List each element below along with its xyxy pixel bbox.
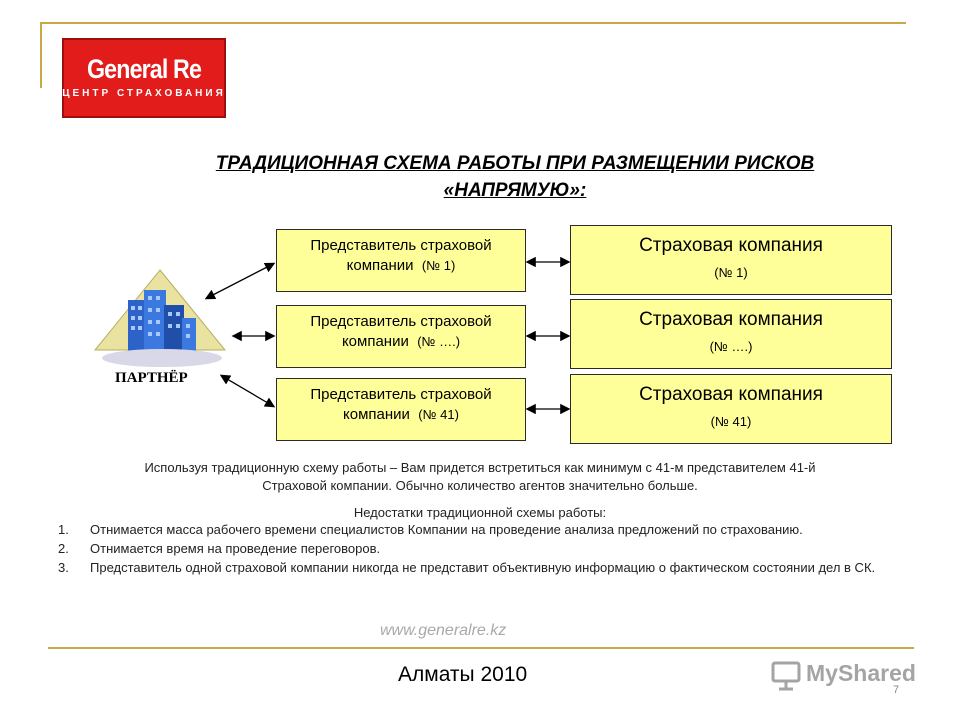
arrow-partner-rep-3 [222, 376, 273, 406]
company-name: Страховая компания [639, 309, 823, 330]
company-number: (№ ….) [709, 339, 753, 354]
partner-label: ПАРТНЁР [115, 370, 188, 386]
list-item [58, 540, 918, 557]
company-box-3 [570, 374, 892, 444]
title-line-1: ТРАДИЦИОННАЯ СХЕМА РАБОТЫ ПРИ РАЗМЕЩЕНИИ РИСКОВ [215, 153, 815, 174]
rep-number: (№ 41) [418, 407, 459, 422]
description [60, 459, 900, 495]
list-item-number: 3. [58, 560, 69, 575]
list-item-text: Отнимается масса рабочего времени специалистов Компании на проведение анализа предложений по страхованию. [90, 522, 803, 537]
description-line-1: Используя традиционную схему работы – Вам придется встретиться как минимум с 41-м представителем 41-й [144, 460, 816, 475]
rep-line-1: Представитель страховой [310, 237, 492, 254]
building-icon [95, 270, 225, 367]
description-line-2: Страховой компании. Обычно количество агентов значительно больше. [262, 478, 698, 493]
watermark-text: MyShared [806, 660, 916, 686]
representative-box-3 [276, 378, 526, 441]
rep-line-1: Представитель страховой [310, 386, 492, 403]
list-item-text: Отнимается время на проведение переговоров. [90, 541, 381, 556]
list-item [58, 521, 918, 538]
company-box-2 [570, 299, 892, 369]
rep-number: (№ ….) [417, 334, 461, 349]
footer-city-year: Алматы 2010 [398, 663, 528, 686]
website-link[interactable]: www.generalre.kz [380, 622, 507, 639]
list-item [58, 559, 918, 576]
arrow-partner-rep-1 [207, 264, 273, 298]
representative-box-2 [276, 305, 526, 368]
company-box-1 [570, 225, 892, 295]
logo-subtitle: ЦЕНТР СТРАХОВАНИЯ [62, 88, 226, 99]
rep-line-1: Представитель страховой [310, 313, 492, 330]
company-name: Страховая компания [639, 384, 823, 405]
list-item-number: 2. [58, 541, 69, 556]
myshared-watermark [770, 658, 930, 692]
company-number: (№ 1) [714, 265, 748, 280]
rep-line-2: компании [341, 333, 409, 350]
rep-number: (№ 1) [421, 258, 456, 273]
representative-box-1 [276, 229, 526, 292]
rep-line-2: компании [343, 406, 410, 423]
disadvantages-list [58, 521, 918, 578]
company-number: (№ 41) [710, 414, 752, 429]
rep-line-2: компании [346, 257, 414, 274]
list-item-text: Представитель одной страховой компании никогда не представит объективную информацию о фактическом состоянии дел в СК. [90, 560, 876, 575]
list-item-number: 1. [58, 522, 69, 537]
disadvantages-title: Недостатки традиционной схемы работы: [353, 505, 607, 520]
presentation-icon [770, 660, 802, 692]
logo-brand: General Re [86, 54, 202, 84]
company-name: Страховая компания [639, 235, 823, 256]
bottom-rule [48, 647, 914, 649]
title-line-2: «НАПРЯМУЮ»: [443, 180, 587, 201]
page-number: 7 [893, 684, 900, 696]
